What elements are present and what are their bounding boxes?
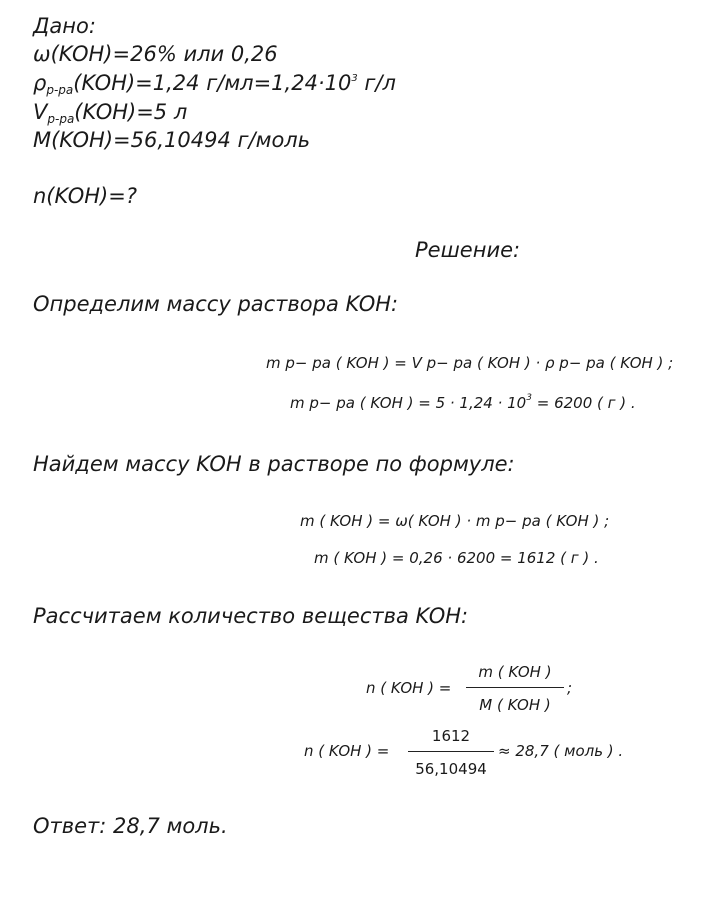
answer: Ответ: 28,7 моль. [33,814,228,838]
step2-text: Найдем массу KOH в растворе по формуле: [33,452,515,476]
step1-formula-1: m р− ра ( KOH ) = V р− ра ( KOH ) · ρ р− ра ( KOH ) ; [266,354,674,372]
step2-formula-2: m ( KOH ) = 0,26 · 6200 = 1612 ( г ) . [314,549,599,567]
solution-title: Решение: [415,238,521,262]
step2-formula-1: m ( KOH ) = ω( KOH ) · m р− ра ( KOH ) ; [300,512,610,530]
step1-formula-2 [290,394,636,412]
step3-text: Рассчитаем количество вещества KOH: [33,604,469,628]
step3-f1-end: ; [567,679,573,697]
v-symbol: V [33,100,48,124]
step1-exponent: 3 [526,393,532,403]
given-volume [33,100,187,124]
rho-rest-a: (KOH)=1,24 г/мл=1,24·10 [73,71,352,95]
step1-formula-2b: = 6200 ( г ) . [531,394,636,412]
step3-f1-denominator: M ( KOH ) [479,696,551,714]
rho-subscript: р-ра [46,83,74,97]
step3-f1-fraction-bar [466,687,564,688]
step3-f2-rhs: ≈ 28,7 ( моль ) . [498,742,624,760]
step3-f1-numerator: m ( KOH ) [478,663,552,681]
step3-f2-lhs: n ( KOH ) = [304,742,390,760]
given-molar-mass: M(KOH)=56,10494 г/моль [33,128,311,152]
rho-exponent: 3 [351,73,358,84]
given-omega: ω(KOH)=26% или 0,26 [33,42,278,66]
rho-symbol: ρ [33,71,47,95]
v-rest: (KOH)=5 л [74,100,188,124]
step1-formula-2a: m р− ра ( KOH ) = 5 · 1,24 · 10 [290,394,527,412]
given-find: n(KOH)=? [33,184,137,208]
step3-f1-lhs: n ( KOH ) = [366,679,452,697]
given-density [33,71,396,95]
given-title: Дано: [33,14,96,38]
rho-rest-b: г/л [357,71,396,95]
step3-f2-numerator: 1612 [431,727,471,745]
v-subscript: р-ра [47,112,75,126]
step3-f2-denominator: 56,10494 [415,760,487,778]
step3-f2-fraction-bar [408,751,494,752]
step1-text: Определим массу раствора KOH: [33,292,399,316]
